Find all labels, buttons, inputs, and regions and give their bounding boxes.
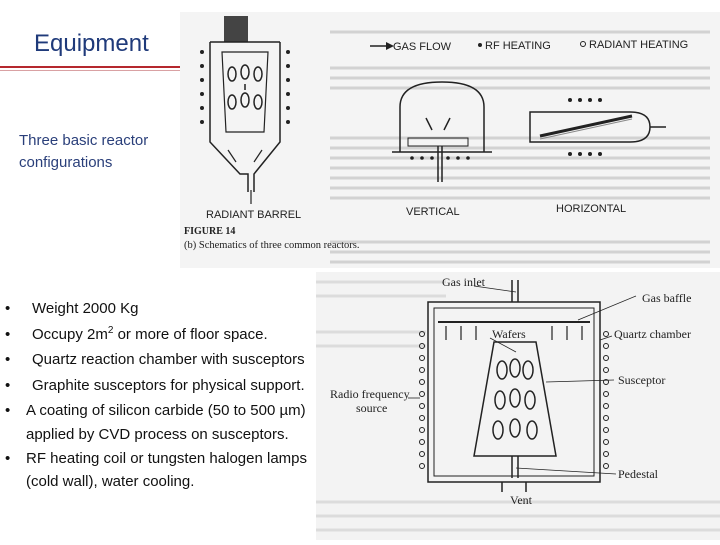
label-susceptor: Susceptor <box>618 373 666 387</box>
bullet-item <box>0 398 360 446</box>
label-vertical: VERTICAL <box>406 206 460 218</box>
bullet-item <box>0 322 360 348</box>
label-horizontal: HORIZONTAL <box>556 203 627 215</box>
bullet-text: Weight 2000 Kg <box>32 300 139 317</box>
legend-radiant-circle <box>581 42 586 47</box>
bullet-text-part1: Occupy 2m <box>32 325 108 343</box>
bullet-item <box>0 296 360 322</box>
bullet-marker: • <box>5 376 11 394</box>
bullet-text: Quartz reaction chamber with susceptors <box>32 351 305 368</box>
legend-gas-flow-arrow <box>370 42 394 50</box>
title-underline <box>0 66 186 68</box>
label-rf-source-line1: Radio frequency <box>330 387 410 401</box>
slide-subtitle: Three basic reactor configurations <box>19 132 149 171</box>
barrel-flow-arrows <box>228 150 262 204</box>
bullet-text: Graphite susceptors for physical support. <box>32 376 305 394</box>
legend-rf-dot <box>478 43 482 47</box>
figure-number: FIGURE 14 <box>184 226 236 237</box>
rf-coil-left <box>420 332 425 469</box>
label-vent: Vent <box>510 493 532 507</box>
reactor-schematics-drawing <box>180 12 720 268</box>
bullet-item <box>0 347 360 373</box>
label-gas-inlet: Gas inlet <box>442 275 485 289</box>
slide-title: Equipment <box>34 30 149 57</box>
bullet-superscript: 2 <box>107 324 114 336</box>
bullet-marker: • <box>5 325 11 343</box>
bullet-item <box>0 373 360 399</box>
legend-rf-heating: RF HEATING <box>485 40 551 52</box>
legend-radiant-heating: RADIANT HEATING <box>589 39 689 51</box>
bullet-list <box>0 296 360 493</box>
bullet-continuation: (cold wall), water cooling. <box>26 473 195 490</box>
label-quartz-chamber: Quartz chamber <box>614 327 691 341</box>
label-wafers: Wafers <box>492 327 526 341</box>
vertical-reactor-figure <box>316 272 720 540</box>
legend-gas-flow: GAS FLOW <box>393 41 452 53</box>
quartz-chamber-outline <box>428 280 600 492</box>
bullet-text: RF heating coil or tungsten halogen lamps <box>26 449 308 467</box>
vertical-reactor-drawing <box>316 272 720 540</box>
label-rf-source-line2: source <box>356 401 388 415</box>
bullet-marker: • <box>5 449 11 467</box>
bullet-marker: • <box>5 300 11 317</box>
label-gas-baffle: Gas baffle <box>642 291 692 305</box>
susceptor-drawing <box>474 342 556 478</box>
bullet-marker: • <box>5 351 11 368</box>
bullet-text: A coating of silicon carbide (50 to 500 µm) <box>26 402 306 419</box>
bullet-continuation: applied by CVD process on susceptors. <box>26 425 289 443</box>
leader-lines <box>408 286 636 474</box>
rf-coil-right <box>604 332 609 469</box>
bullet-marker: • <box>5 402 11 419</box>
bullet-item <box>0 446 360 494</box>
barrel-reactor <box>210 16 280 192</box>
title-underline-shadow <box>0 70 186 71</box>
bullet-text-part2: or more of floor space. <box>113 325 268 343</box>
label-pedestal: Pedestal <box>618 467 658 481</box>
label-radiant-barrel: RADIANT BARREL <box>206 209 302 221</box>
reactor-schematics-figure <box>180 12 720 268</box>
figure-caption: (b) Schematics of three common reactors. <box>184 240 360 251</box>
